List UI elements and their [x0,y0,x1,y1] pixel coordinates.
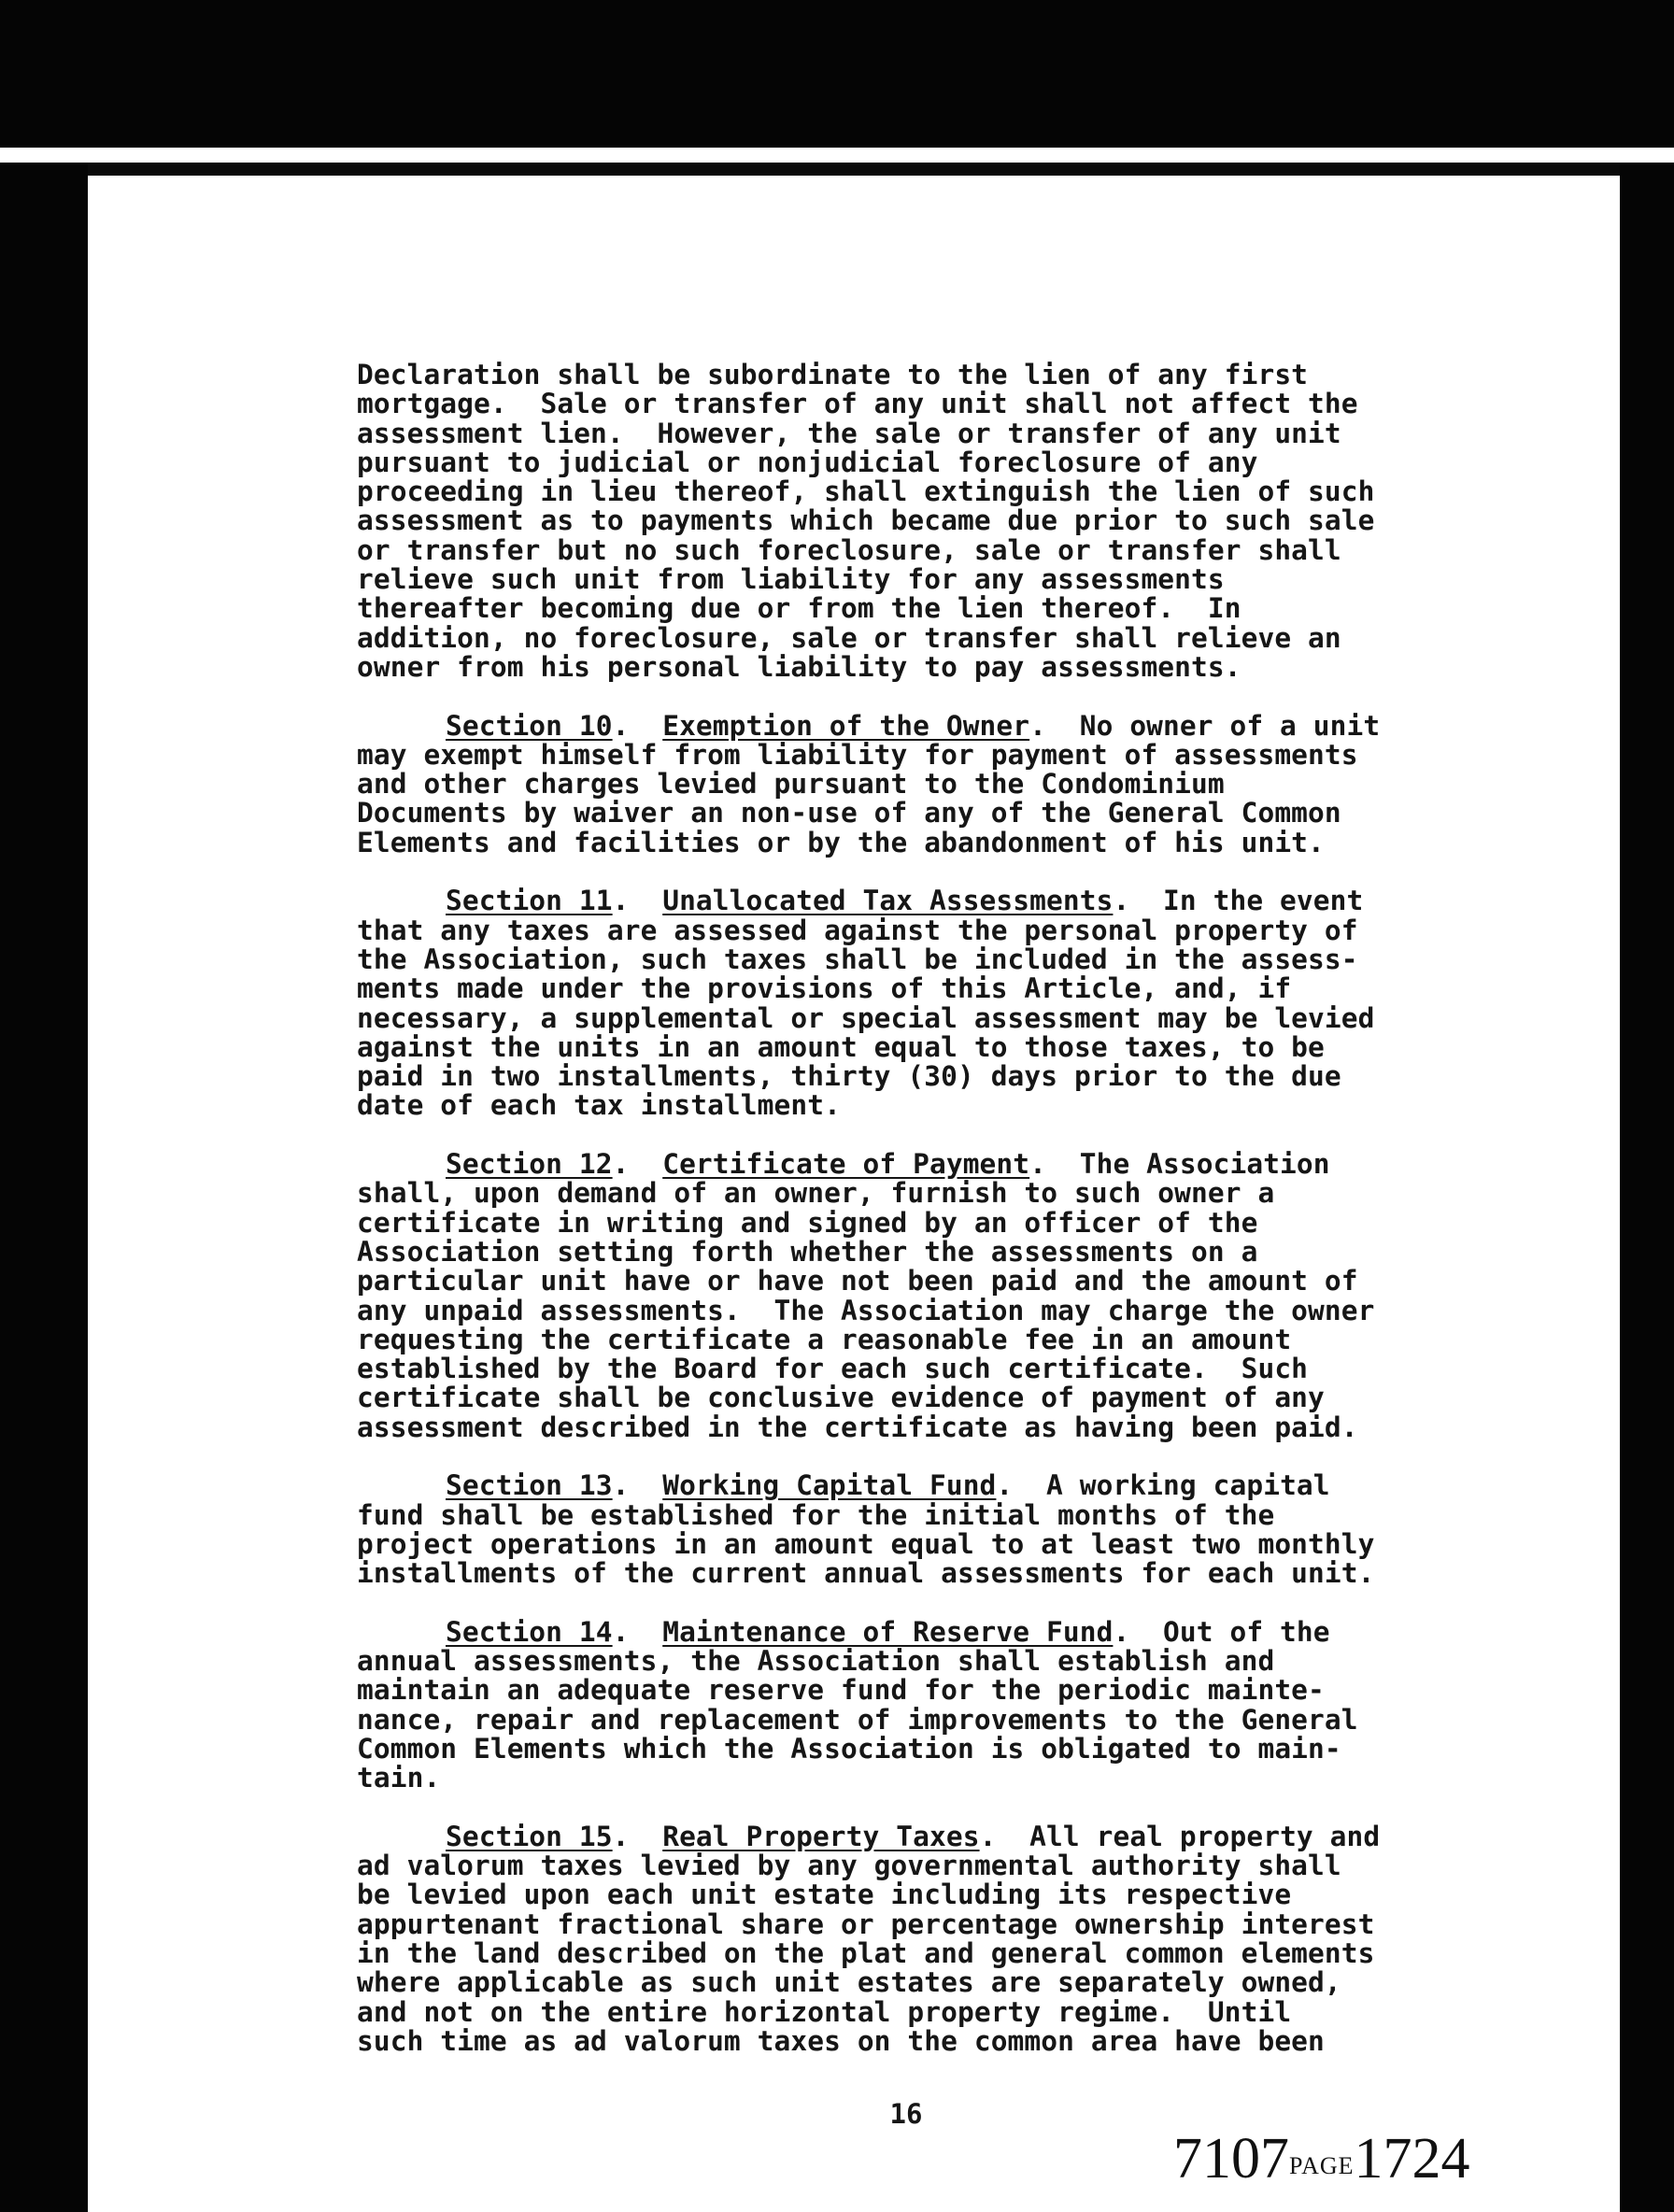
text-line: Documents by waiver an non-use of any of the General Common [357,797,1341,830]
text-line: or transfer but no such foreclosure, sale or transfer shall [357,533,1341,566]
section-title: Exemption of the Owner [662,709,1030,742]
separator: . [1113,885,1130,917]
separator: . [612,885,663,917]
separator: . [612,1820,663,1852]
text-line: project operations in an amount equal to at least two monthly [357,1527,1375,1560]
section-title: Certificate of Payment [662,1148,1030,1181]
text-line: established by the Board for each such certificate. Such [357,1353,1309,1385]
text-line: Association setting forth whether the assessments on a [357,1235,1258,1268]
text-line: date of each tax installment. [357,1089,841,1122]
section-heading-line [357,886,1464,915]
text-line: particular unit have or have not been paid and the amount of [357,1265,1358,1297]
text-line: appurtenant fractional share or percentage ownership interest [357,1907,1375,1940]
text-line: tain. [357,1762,441,1794]
section-label: Section 13 [446,1469,613,1502]
scan-right-border [1620,163,1674,2212]
scan-left-border [0,163,88,2212]
text-line: against the units in an amount equal to those taxes, to be [357,1030,1325,1063]
section-first-line-text: No owner of a unit [1046,709,1381,742]
separator: . [1113,1615,1130,1648]
stamp-page-word: PAGE [1289,2152,1355,2179]
text-line: mortgage. Sale or transfer of any unit shall not affect the [357,388,1358,420]
text-line: addition, no foreclosure, sale or transfer shall relieve an [357,621,1341,654]
section-label: Section 10 [446,709,613,742]
section-first-line-text: The Association [1046,1148,1330,1181]
separator: . [612,1469,663,1502]
text-line: such time as ad valorum taxes on the common area have been [357,2024,1325,2057]
text-line: that any taxes are assessed against the personal property of [357,914,1358,946]
text-line: ad valorum taxes levied by any governmental authority shall [357,1850,1341,1882]
section-first-line-text: All real property and [996,1820,1381,1852]
text-line: paid in two installments, thirty (30) days prior to the due [357,1060,1341,1093]
page-number: 16 [889,2098,923,2130]
text-line: assessment described in the certificate as having been paid. [357,1411,1358,1443]
text-line: and other charges levied pursuant to the Condominium [357,768,1225,801]
text-line: annual assessments, the Association shall establish and [357,1645,1275,1678]
separator: . [612,1615,663,1648]
section-label: Section 15 [446,1820,613,1852]
section-heading-line [357,1471,1464,1500]
separator: . [1029,1148,1047,1181]
text-line: requesting the certificate a reasonable fee in an amount [357,1323,1292,1355]
section-13 [357,1471,1464,1588]
section-10 [357,709,1464,858]
text-line: ments made under the provisions of this Article, and, if [357,972,1292,1005]
text-line: relieve such unit from liability for any assessments [357,563,1225,596]
text-line: nance, repair and replacement of improvements to the General [357,1703,1358,1736]
text-line: certificate shall be conclusive evidence of payment of any [357,1382,1325,1414]
section-title: Maintenance of Reserve Fund [662,1615,1114,1648]
paragraph [357,361,1464,682]
text-line: in the land described on the plat and general common elements [357,1937,1375,1970]
scan-gap [0,148,1674,163]
section-14 [357,1615,1464,1794]
separator: . [979,1820,997,1852]
text-line: be levied upon each unit estate including its respective [357,1879,1292,1911]
section-heading-line [357,709,1464,742]
text-line: and not on the entire horizontal property regime. Until [357,1995,1292,2028]
section-label: Section 14 [446,1615,613,1648]
separator: . [612,709,663,742]
section-label: Section 11 [446,885,613,917]
text-line: Declaration shall be subordinate to the lien of any first [357,359,1309,390]
scan-shadow [0,163,1674,176]
section-label: Section 12 [446,1148,613,1181]
text-line: Elements and facilities or by the abandonment of his unit. [357,826,1325,858]
separator: . [1029,709,1047,742]
section-heading-line [357,1150,1464,1179]
text-line: the Association, such taxes shall be included in the assess- [357,943,1358,975]
text-line: fund shall be established for the initial months of the [357,1498,1275,1531]
text-line: assessment as to payments which became due prior to such sale [357,504,1375,537]
section-15 [357,1822,1464,2056]
section-first-line-text: Out of the [1129,1615,1330,1648]
stamp-page: 1724 [1354,2127,1470,2191]
recording-stamp [1173,2127,1470,2191]
section-11 [357,886,1464,1120]
section-title: Real Property Taxes [662,1820,980,1852]
text-line: pursuant to judicial or nonjudicial foreclosure of any [357,446,1258,478]
text-line: necessary, a supplemental or special assessment may be levied [357,1001,1375,1034]
section-heading-line [357,1615,1464,1648]
text-line: Common Elements which the Association is obligated to main- [357,1732,1341,1765]
text-line: certificate in writing and signed by an officer of the [357,1206,1258,1239]
separator: . [612,1148,663,1181]
section-title: Working Capital Fund [662,1469,997,1502]
section-first-line-text: A working capital [1013,1469,1330,1502]
text-line: may exempt himself from liability for payment of assessments [357,738,1358,771]
text-line: where applicable as such unit estates are separately owned, [357,1966,1341,1999]
text-line: any unpaid assessments. The Association may charge the owner [357,1294,1375,1326]
section-title: Unallocated Tax Assessments [662,885,1114,917]
document-body [357,361,1464,2086]
section-first-line-text: In the event [1129,885,1364,917]
section-heading-line [357,1822,1464,1851]
separator: . [996,1469,1014,1502]
text-line: proceeding in lieu thereof, shall extinguish the lien of such [357,475,1375,508]
text-line: installments of the current annual assessments for each unit. [357,1557,1375,1590]
text-line: shall, upon demand of an owner, furnish to such owner a [357,1177,1275,1210]
scan-top-border [0,0,1674,148]
text-line: thereafter becoming due or from the lien thereof. In [357,592,1241,625]
text-line: owner from his personal liability to pay assessments. [357,650,1241,683]
stamp-book: 7107 [1173,2127,1289,2191]
text-line: maintain an adequate reserve fund for the periodic mainte- [357,1674,1325,1707]
section-12 [357,1150,1464,1442]
text-line: assessment lien. However, the sale or transfer of any unit [357,417,1341,449]
